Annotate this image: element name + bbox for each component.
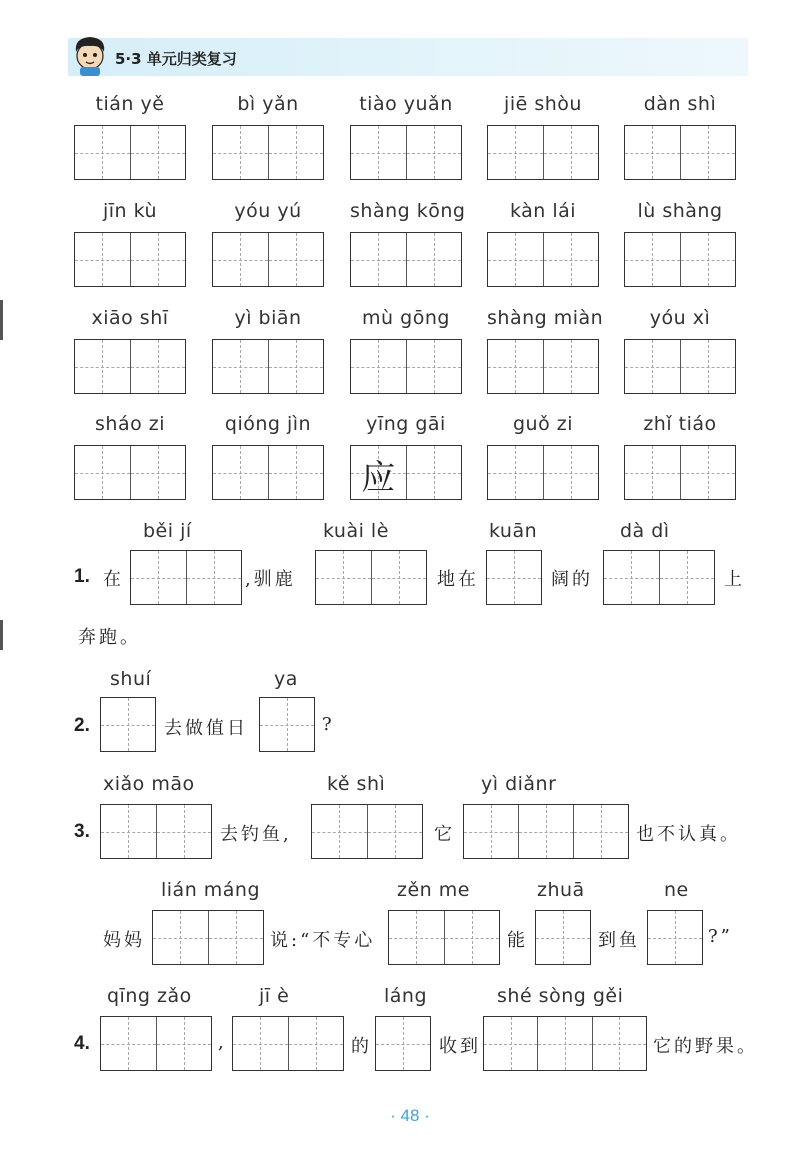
- writing-cell[interactable]: [130, 340, 186, 393]
- question-number: 2.: [74, 715, 90, 736]
- sentence-text: 去做值日: [164, 718, 248, 739]
- writing-cell[interactable]: [75, 233, 130, 286]
- pinyin-label: yì biān: [234, 307, 302, 329]
- writing-box[interactable]: [311, 804, 423, 859]
- writing-cell[interactable]: [213, 446, 268, 499]
- writing-cell[interactable]: [406, 446, 462, 499]
- writing-cell[interactable]: [130, 233, 186, 286]
- writing-box[interactable]: [212, 339, 324, 394]
- writing-cell[interactable]: [488, 446, 543, 499]
- pinyin-label: bì yǎn: [237, 93, 299, 115]
- pinyin-label: shàng miàn: [487, 307, 604, 329]
- pinyin-label: yóu xì: [649, 307, 711, 329]
- pinyin-label: ne: [664, 879, 689, 901]
- writing-cell[interactable]: [213, 126, 268, 179]
- sentence-text: 奔跑。: [78, 627, 141, 648]
- writing-box[interactable]: [624, 339, 736, 394]
- sentence-text: 到鱼: [598, 930, 640, 951]
- writing-box[interactable]: [350, 339, 462, 394]
- writing-cell[interactable]: [268, 446, 324, 499]
- writing-box[interactable]: [100, 804, 212, 859]
- writing-cell[interactable]: [268, 340, 324, 393]
- writing-box[interactable]: [350, 445, 462, 500]
- sentence-text: 去钓鱼,: [220, 824, 292, 845]
- writing-cell[interactable]: [268, 126, 324, 179]
- pinyin-label: kuài lè: [323, 520, 389, 542]
- writing-cell[interactable]: [543, 340, 599, 393]
- writing-cell[interactable]: [75, 340, 130, 393]
- mascot-icon: [70, 34, 110, 76]
- writing-box[interactable]: [74, 445, 186, 500]
- writing-cell[interactable]: [351, 126, 406, 179]
- pinyin-label: ya: [274, 668, 298, 690]
- writing-box[interactable]: [74, 339, 186, 394]
- sentence-text: 它: [434, 824, 455, 845]
- question-number: 1.: [74, 566, 90, 587]
- pinyin-label: qióng jìn: [224, 413, 312, 435]
- sentence-text: ,: [218, 1032, 227, 1053]
- writing-box[interactable]: [212, 125, 324, 180]
- filled-character: 应: [361, 458, 396, 498]
- writing-box[interactable]: [603, 550, 715, 605]
- writing-box[interactable]: [375, 1016, 431, 1071]
- pinyin-label: shé sòng gěi: [497, 985, 624, 1007]
- pinyin-label: běi jí: [143, 520, 192, 542]
- pinyin-label: sháo zi: [95, 413, 165, 435]
- writing-cell[interactable]: [406, 126, 462, 179]
- writing-cell[interactable]: [130, 446, 186, 499]
- writing-cell[interactable]: [213, 340, 268, 393]
- writing-box[interactable]: [74, 125, 186, 180]
- writing-cell[interactable]: [680, 340, 736, 393]
- writing-cell[interactable]: [543, 233, 599, 286]
- sentence-text: ?”: [708, 926, 733, 947]
- question-number: 4.: [74, 1033, 90, 1054]
- writing-box[interactable]: [130, 550, 242, 605]
- question-number: 3.: [74, 821, 90, 842]
- writing-box[interactable]: [259, 697, 315, 752]
- scan-edge-mark: [0, 300, 3, 340]
- pinyin-label: zěn me: [397, 879, 470, 901]
- writing-box[interactable]: [152, 910, 264, 965]
- pinyin-label: lù shàng: [637, 200, 723, 222]
- writing-box[interactable]: [487, 232, 599, 287]
- page-title: 5·3 单元归类复习: [115, 50, 237, 68]
- writing-cell[interactable]: [268, 233, 324, 286]
- writing-box[interactable]: [624, 232, 736, 287]
- pinyin-label: jī è: [259, 985, 290, 1007]
- sentence-text: 收到: [439, 1036, 481, 1057]
- sentence-text: 阔的: [551, 569, 593, 590]
- pinyin-label: shuí: [110, 668, 152, 690]
- writing-box[interactable]: [388, 910, 500, 965]
- pinyin-label: yì diǎnr: [481, 773, 557, 795]
- pinyin-label: jīn kù: [102, 200, 158, 222]
- writing-cell[interactable]: [625, 126, 680, 179]
- sentence-text: 上: [724, 569, 745, 590]
- writing-cell[interactable]: [351, 233, 406, 286]
- writing-cell[interactable]: [488, 126, 543, 179]
- pinyin-label: xiǎo māo: [103, 773, 195, 795]
- writing-cell[interactable]: [680, 446, 736, 499]
- pinyin-label: lián máng: [161, 879, 261, 901]
- writing-box[interactable]: [487, 445, 599, 500]
- writing-cell[interactable]: [543, 446, 599, 499]
- writing-cell[interactable]: [406, 340, 462, 393]
- sentence-text: 妈妈: [103, 930, 145, 951]
- writing-box[interactable]: [212, 232, 324, 287]
- writing-box[interactable]: [486, 550, 542, 605]
- scan-edge-mark: [0, 620, 3, 650]
- writing-box[interactable]: [483, 1016, 647, 1071]
- sentence-text: 它的野果。: [653, 1036, 758, 1057]
- sentence-text: 说:“不专心: [270, 930, 376, 951]
- writing-cell[interactable]: [213, 233, 268, 286]
- pinyin-label: shàng kōng: [350, 200, 466, 222]
- writing-cell[interactable]: [625, 233, 680, 286]
- writing-cell[interactable]: [75, 446, 130, 499]
- pinyin-label: tián yě: [95, 93, 165, 115]
- writing-cell[interactable]: [75, 126, 130, 179]
- writing-box[interactable]: [350, 125, 462, 180]
- writing-box[interactable]: [100, 1016, 212, 1071]
- pinyin-label: qīng zǎo: [107, 985, 192, 1007]
- pinyin-label: kàn lái: [509, 200, 577, 222]
- writing-box[interactable]: [232, 1016, 344, 1071]
- writing-box[interactable]: [100, 697, 156, 752]
- writing-cell[interactable]: [488, 233, 543, 286]
- page-number: · 48 ·: [390, 1106, 430, 1125]
- pinyin-label: xiāo shī: [91, 307, 169, 329]
- writing-box[interactable]: [350, 232, 462, 287]
- writing-box[interactable]: [647, 910, 703, 965]
- writing-cell[interactable]: [680, 126, 736, 179]
- pinyin-label: láng: [384, 985, 428, 1007]
- writing-box[interactable]: [463, 804, 629, 859]
- writing-cell[interactable]: [680, 233, 736, 286]
- sentence-text: 在: [103, 569, 124, 590]
- sentence-text: ,驯鹿: [245, 569, 296, 590]
- sentence-text: 的: [351, 1036, 372, 1057]
- writing-box[interactable]: [74, 232, 186, 287]
- pinyin-label: mù gōng: [362, 307, 450, 329]
- writing-box[interactable]: [535, 910, 591, 965]
- writing-cell[interactable]: [351, 446, 406, 499]
- writing-cell[interactable]: [625, 340, 680, 393]
- writing-cell[interactable]: [625, 446, 680, 499]
- pinyin-label: kě shì: [327, 773, 386, 795]
- writing-box[interactable]: [487, 339, 599, 394]
- writing-box[interactable]: [624, 125, 736, 180]
- sentence-text: ?: [322, 714, 335, 735]
- pinyin-label: zhuā: [537, 879, 585, 901]
- writing-box[interactable]: [315, 550, 427, 605]
- writing-box[interactable]: [624, 445, 736, 500]
- pinyin-label: dàn shì: [643, 93, 717, 115]
- writing-cell[interactable]: [130, 126, 186, 179]
- pinyin-label: kuān: [489, 520, 538, 542]
- writing-box[interactable]: [212, 445, 324, 500]
- sentence-text: 地在: [437, 569, 479, 590]
- writing-cell[interactable]: [488, 340, 543, 393]
- pinyin-label: guǒ zi: [512, 413, 574, 435]
- writing-cell[interactable]: [406, 233, 462, 286]
- writing-cell[interactable]: [351, 340, 406, 393]
- sentence-text: 能: [507, 930, 528, 951]
- writing-cell[interactable]: [543, 126, 599, 179]
- writing-box[interactable]: [487, 125, 599, 180]
- pinyin-label: dà dì: [620, 520, 670, 542]
- sentence-text: 也不认真。: [636, 824, 741, 845]
- pinyin-label: zhǐ tiáo: [643, 413, 717, 435]
- pinyin-label: tiào yuǎn: [359, 93, 453, 115]
- pinyin-label: jiē shòu: [504, 93, 582, 115]
- pinyin-label: yīng gāi: [366, 413, 446, 435]
- pinyin-label: yóu yú: [234, 200, 302, 222]
